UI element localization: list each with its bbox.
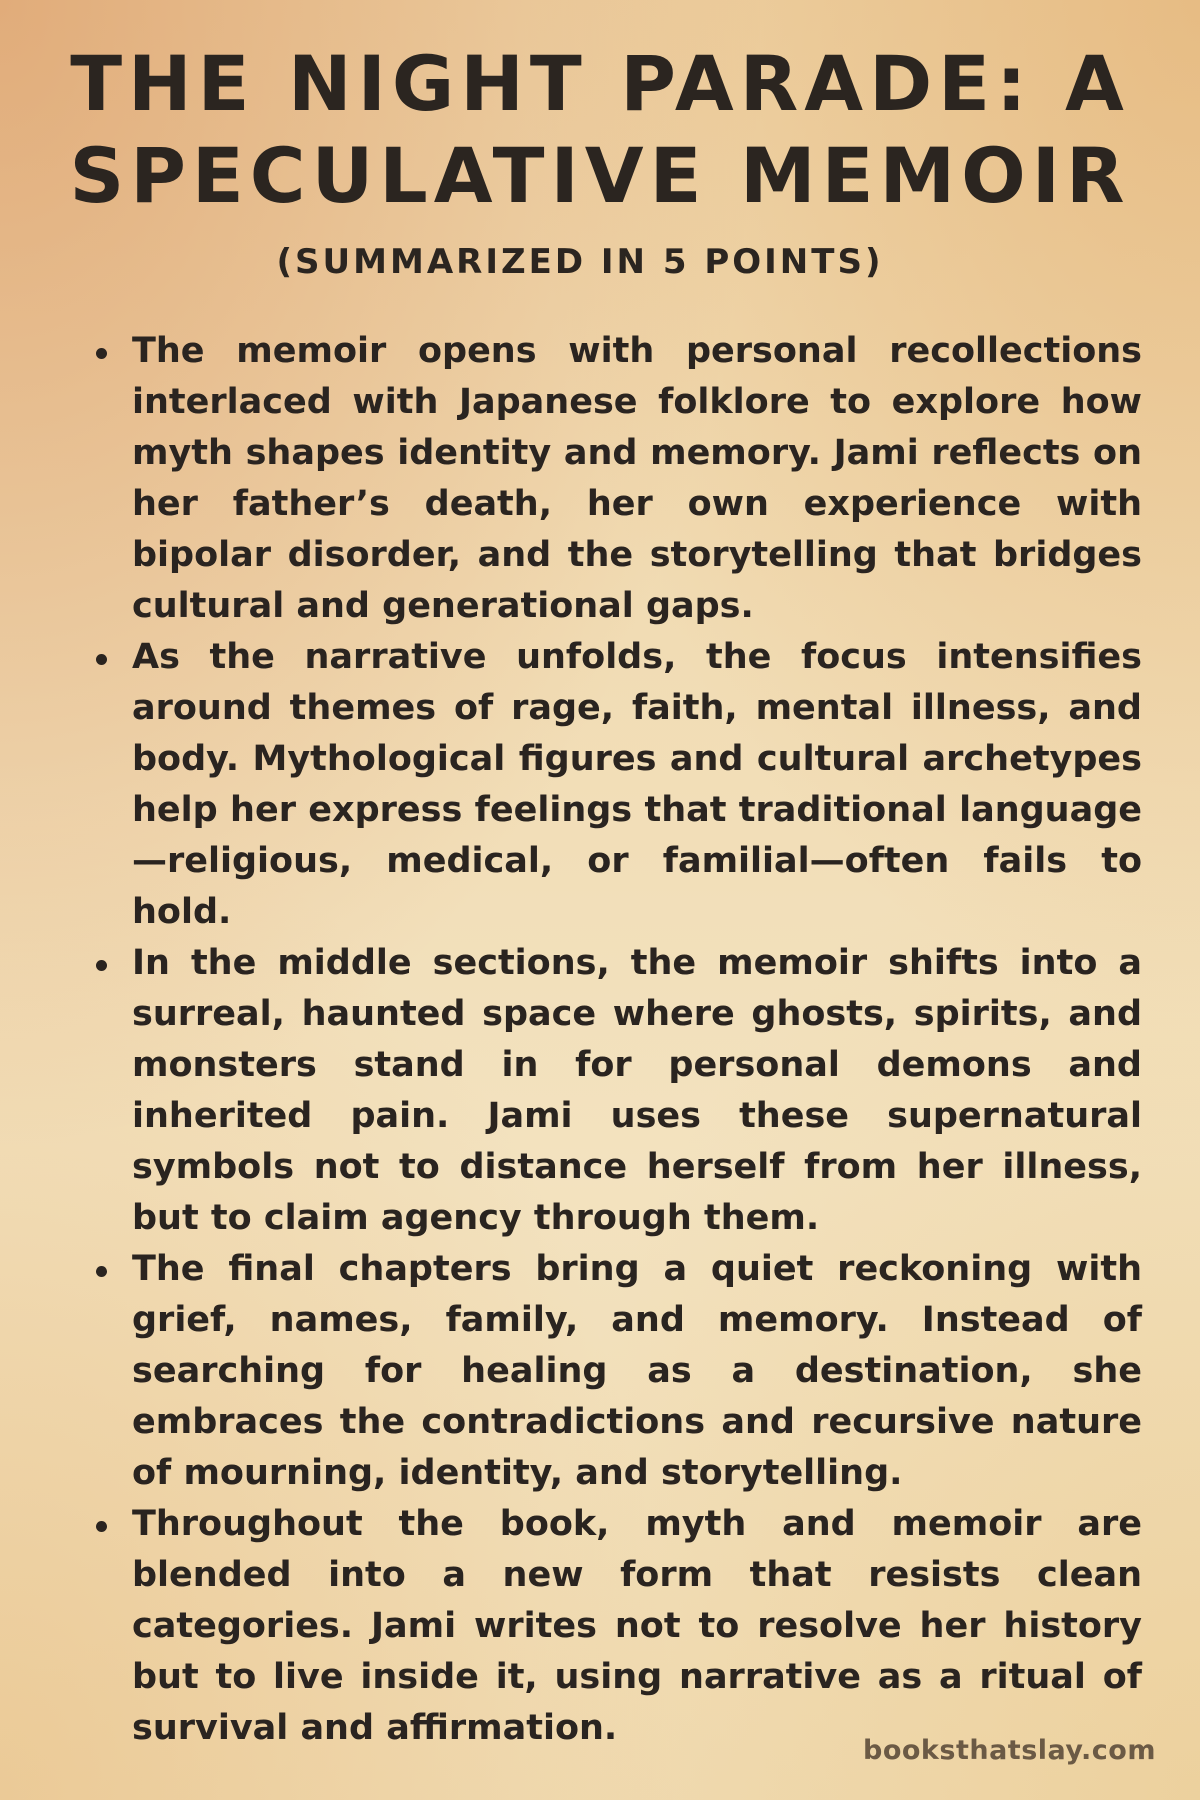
summary-point-text: As the narrative unfolds, the focus intensifies around themes of rage, faith, mental illness, and body. Mythological figures and cultural archetypes help her express feelings that traditional language —religious, medical, or familial—often fails to hold. [132, 637, 1142, 932]
summary-point-4 [92, 1244, 1142, 1499]
summary-point-1 [92, 326, 1142, 632]
bullet-dot-icon [96, 960, 107, 971]
summary-point-5 [92, 1499, 1142, 1754]
page-title: THE NIGHT PARADE: A SPECULATIVE MEMOIR [69, 39, 1131, 220]
bullet-dot-icon [96, 348, 107, 359]
summary-point-text: The memoir opens with personal recollections interlaced with Japanese folklore to explore how myth shapes identity and memory. Jami reflects on her father’s death, her own experience with bipolar disorder, and the storytelling that bridges cultural and generational gaps. [132, 331, 1142, 626]
page-subtitle: (SUMMARIZED IN 5 POINTS) [276, 242, 884, 282]
bullet-dot-icon [96, 1521, 107, 1532]
site-watermark: booksthatslay.com [863, 1735, 1156, 1766]
summary-point-text: Throughout the book, myth and memoir are blended into a new form that resists clean categories. Jami writes not to resolve her history but to live inside it, using narrative as a ritual of survival and affirmation. [132, 1504, 1142, 1748]
bullet-dot-icon [96, 654, 107, 665]
summary-point-2 [92, 632, 1142, 938]
summary-points-list [92, 326, 1142, 1754]
summary-point-3 [92, 938, 1142, 1244]
bullet-dot-icon [96, 1266, 107, 1277]
summary-point-text: In the middle sections, the memoir shifts into a surreal, haunted space where ghosts, spirits, and monsters stand in for personal demons and inherited pain. Jami uses these supernatural symbols not to distance herself from her illness, but to claim agency through them. [132, 943, 1142, 1238]
summary-point-text: The final chapters bring a quiet reckoning with grief, names, family, and memory. Instead of searching for healing as a destination, she embraces the contradictions and recursive nature of mourning, identity, and storytelling. [132, 1249, 1142, 1493]
